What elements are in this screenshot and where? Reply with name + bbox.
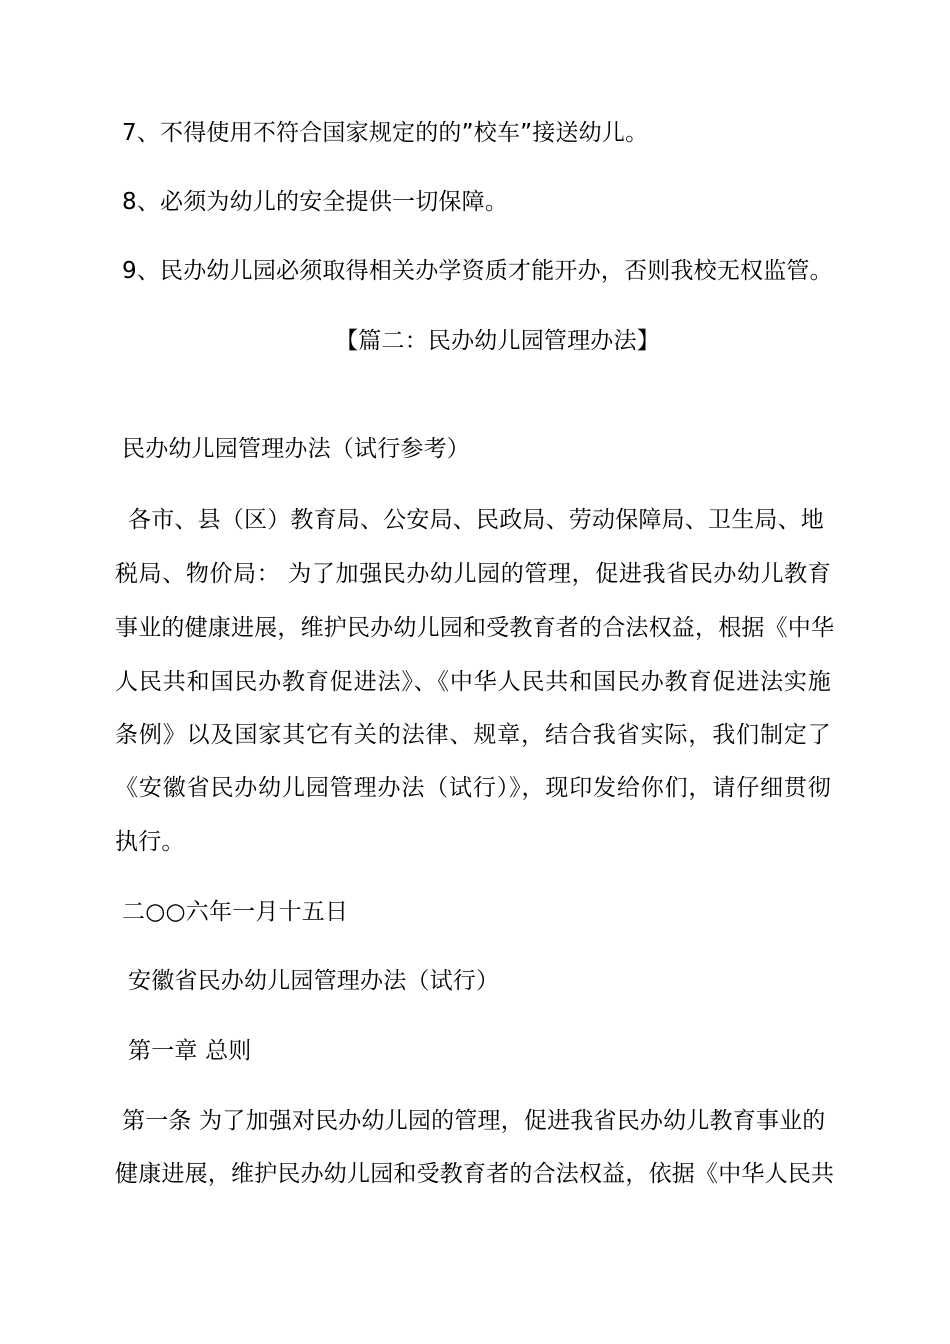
list-item-9: 9、民办幼儿园必须取得相关办学资质才能开办，否则我校无权监管。 bbox=[122, 258, 833, 284]
notice-line-7: 执行。 bbox=[115, 829, 185, 855]
regulation-title: 安徽省民办幼儿园管理办法（试行） bbox=[128, 968, 500, 994]
date: 二○○六年一月十五日 bbox=[122, 899, 349, 925]
section-heading: 【篇二：民办幼儿园管理办法】 bbox=[335, 328, 660, 354]
notice-line-6: 《安徽省民办幼儿园管理办法（试行）》，现印发给你们，请仔细贯彻 bbox=[115, 775, 831, 801]
notice-line-1: 各市、县（区）教育局、公安局、民政局、劳动保障局、卫生局、地 bbox=[128, 507, 824, 533]
notice-line-2: 税局、物价局： 为了加强民办幼儿园的管理，促进我省民办幼儿教育 bbox=[115, 561, 831, 587]
notice-line-4: 人民共和国民办教育促进法》、《中华人民共和国民办教育促进法实施 bbox=[115, 669, 831, 695]
notice-line-3: 事业的健康进展，维护民办幼儿园和受教育者的合法权益，根据《中华 bbox=[115, 615, 835, 641]
list-item-8: 8、必须为幼儿的安全提供一切保障。 bbox=[122, 189, 509, 215]
list-item-7: 7、不得使用不符合国家规定的的”校车”接送幼儿。 bbox=[122, 120, 649, 146]
chapter-heading: 第一章 总则 bbox=[128, 1038, 252, 1064]
article-line-1: 第一条 为了加强对民办幼儿园的管理，促进我省民办幼儿教育事业的 bbox=[122, 1108, 826, 1134]
article-line-2: 健康进展，维护民办幼儿园和受教育者的合法权益，依据《中华人民共 bbox=[115, 1161, 835, 1187]
notice-line-5: 条例》以及国家其它有关的法律、规章，结合我省实际，我们制定了 bbox=[115, 722, 831, 748]
doc-title: 民办幼儿园管理办法（试行参考） bbox=[122, 436, 470, 462]
